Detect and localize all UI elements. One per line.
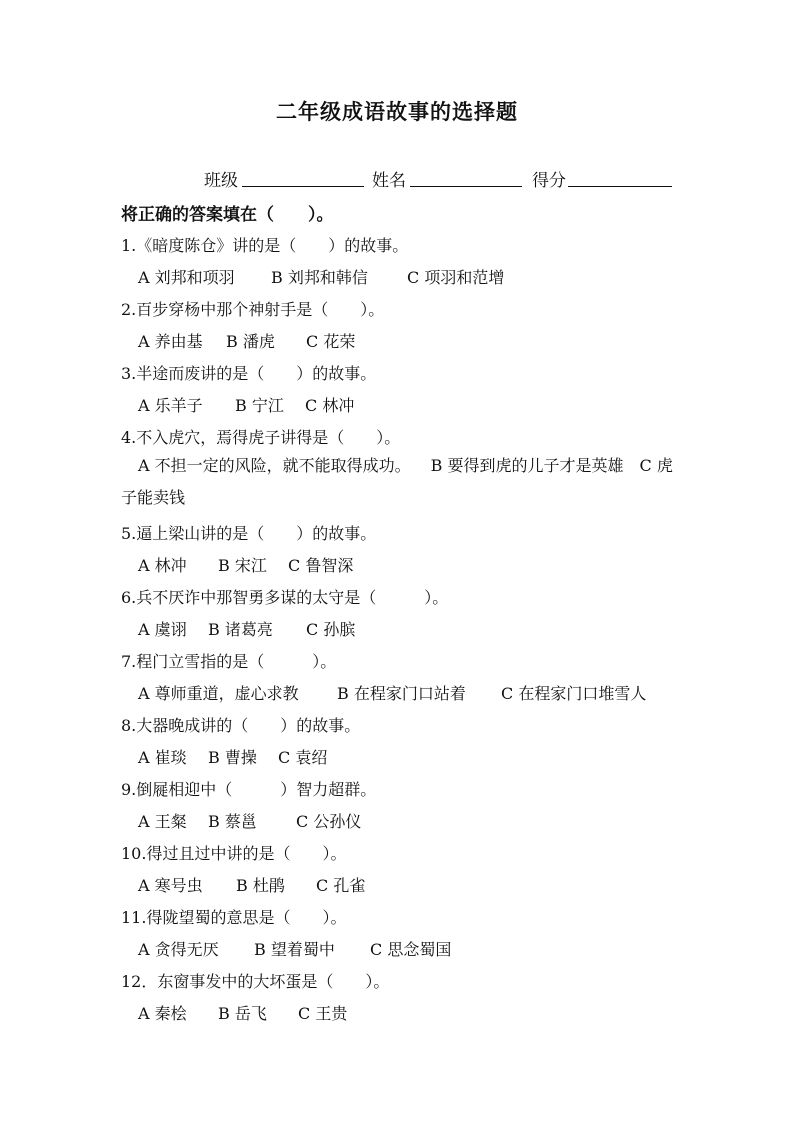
options-3	[138, 393, 354, 416]
option-a[interactable]: A 不担一定的风险，就不能取得成功。	[138, 456, 411, 475]
options-9	[138, 809, 361, 832]
score-blank[interactable]	[568, 186, 672, 187]
option-b[interactable]: B 曹操	[208, 748, 257, 767]
option-c[interactable]: C 孙膑	[306, 620, 356, 639]
option-c[interactable]: C 虎子能卖钱	[121, 456, 673, 507]
class-blank[interactable]	[242, 186, 364, 187]
option-a[interactable]: A 虞诩	[138, 620, 187, 639]
class-label: 班级	[204, 171, 238, 191]
option-a[interactable]: A 乐羊子	[138, 396, 203, 415]
option-c[interactable]: C 袁绍	[278, 748, 328, 767]
option-c[interactable]: C 花荣	[306, 332, 356, 351]
options-7	[138, 681, 646, 704]
option-b[interactable]: B 潘虎	[226, 332, 275, 351]
question-8: 8.大器晚成讲的（ ）的故事。	[121, 716, 361, 735]
option-b[interactable]: B 刘邦和韩信	[271, 268, 368, 287]
options-4	[121, 450, 681, 514]
option-b[interactable]: B 在程家门口站着	[337, 684, 466, 703]
option-c[interactable]: C 孔雀	[316, 876, 366, 895]
option-a[interactable]: A 崔琰	[138, 748, 187, 767]
option-a[interactable]: A 秦桧	[138, 1004, 187, 1023]
question-1: 1.《暗度陈仓》讲的是（ ）的故事。	[121, 236, 409, 255]
question-10: 10.得过且过中讲的是（ ）。	[121, 844, 347, 863]
options-1	[138, 265, 504, 288]
option-a[interactable]: A 王粲	[138, 812, 187, 831]
option-a[interactable]: A 养由基	[138, 332, 203, 351]
option-b[interactable]: B 宋江	[218, 556, 267, 575]
option-b[interactable]: B 诸葛亮	[208, 620, 273, 639]
question-2: 2.百步穿杨中那个神射手是（ ）。	[121, 300, 385, 319]
option-a[interactable]: A 寒号虫	[138, 876, 203, 895]
option-a[interactable]: A 林冲	[138, 556, 187, 575]
option-c[interactable]: C 在程家门口堆雪人	[501, 684, 647, 703]
option-b[interactable]: B 杜鹃	[236, 876, 285, 895]
option-a[interactable]: A 尊师重道，虚心求教	[138, 684, 299, 703]
option-a[interactable]: A 刘邦和项羽	[138, 268, 235, 287]
page-title: 二年级成语故事的选择题	[276, 100, 518, 124]
option-c[interactable]: C 鲁智深	[288, 556, 354, 575]
name-blank[interactable]	[410, 186, 522, 187]
option-b[interactable]: B 岳飞	[218, 1004, 267, 1023]
option-b[interactable]: B 要得到虎的儿子才是英雄	[430, 456, 624, 475]
student-info-line	[204, 166, 674, 192]
option-c[interactable]: C 林冲	[305, 396, 355, 415]
score-label: 得分	[532, 171, 566, 191]
option-b[interactable]: B 望着蜀中	[254, 940, 335, 959]
option-c[interactable]: C 思念蜀国	[370, 940, 452, 959]
name-label: 姓名	[372, 171, 406, 191]
question-5: 5.逼上梁山讲的是（ ）的故事。	[121, 524, 377, 543]
options-5	[138, 553, 353, 576]
question-7: 7.程门立雪指的是（ ）。	[121, 652, 337, 671]
question-9: 9.倒屣相迎中（ ）智力超群。	[121, 780, 377, 799]
options-10	[138, 873, 365, 896]
options-12	[138, 1001, 347, 1024]
options-6	[138, 617, 355, 640]
option-c[interactable]: C 项羽和范增	[407, 268, 505, 287]
options-8	[138, 745, 327, 768]
option-a[interactable]: A 贪得无厌	[138, 940, 219, 959]
option-b[interactable]: B 蔡邕	[208, 812, 257, 831]
option-c[interactable]: C 王贵	[298, 1004, 348, 1023]
question-11: 11.得陇望蜀的意思是（ ）。	[121, 908, 347, 927]
options-2	[138, 329, 355, 352]
question-3: 3.半途而废讲的是（ ）的故事。	[121, 364, 377, 383]
instruction: 将正确的答案填在（ ）。	[121, 205, 334, 225]
question-12: 12．东窗事发中的大坏蛋是（ ）。	[121, 972, 390, 991]
question-4: 4.不入虎穴，焉得虎子讲得是（ ）。	[121, 428, 401, 447]
option-b[interactable]: B 宁江	[235, 396, 284, 415]
options-11	[138, 937, 451, 960]
option-c[interactable]: C 公孙仪	[296, 812, 362, 831]
question-6: 6.兵不厌诈中那智勇多谋的太守是（ ）。	[121, 588, 449, 607]
